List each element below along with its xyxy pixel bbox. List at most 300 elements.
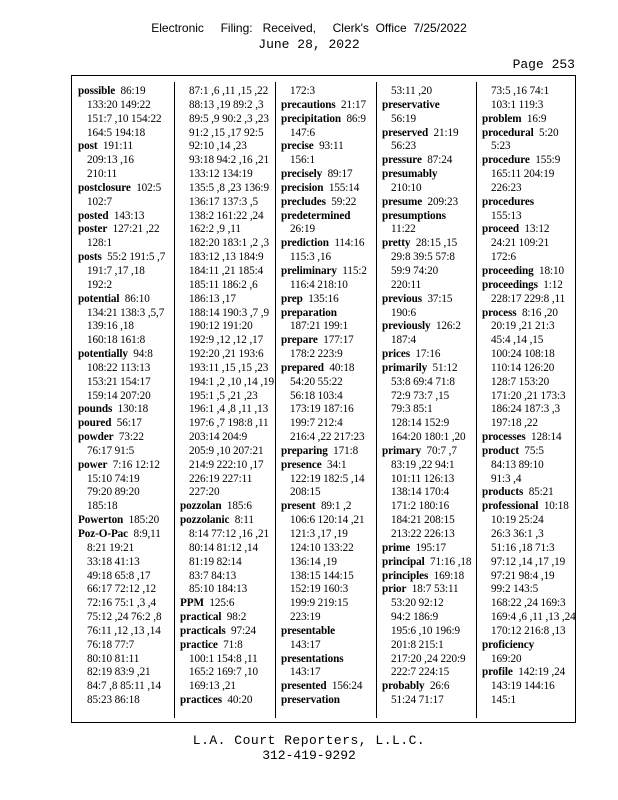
index-entry-continuation [78, 196, 165, 210]
index-entry-continuation [180, 486, 274, 500]
index-entry-continuation [482, 611, 576, 625]
index-refs: 21:19 [433, 126, 459, 139]
index-term: precautions [281, 98, 336, 111]
index-refs: 87:24 [427, 154, 453, 167]
index-refs: 171:20 ,21 173:3 [491, 389, 566, 402]
index-refs: 138:2 161:22 ,24 [189, 209, 264, 222]
index-entry [482, 486, 576, 500]
index-refs: 16:9 [526, 112, 547, 125]
index-refs: 195:17 [415, 541, 446, 554]
index-entry-continuation [180, 542, 274, 556]
index-refs: 92:10 ,14 ,23 [189, 140, 247, 153]
index-entry-continuation [281, 611, 367, 625]
index-refs: 86:10 [124, 292, 150, 305]
index-entry-continuation [78, 680, 165, 694]
index-entry-continuation [78, 583, 165, 597]
index-refs: 121:3 ,17 ,19 [290, 528, 348, 540]
index-entry [482, 307, 576, 321]
index-refs: 56:17 [116, 417, 142, 430]
index-refs: 84:7 ,8 85:11 ,14 [87, 680, 162, 693]
index-entry [78, 459, 165, 473]
index-refs: 97:21 98:4 ,19 [491, 569, 555, 582]
index-term: poured [78, 417, 112, 430]
index-term: preserved [382, 126, 429, 139]
index-entry-continuation [78, 113, 165, 127]
index-refs: 169:13 ,21 [189, 680, 236, 693]
index-entry-continuation [281, 154, 367, 168]
index-entry [78, 528, 165, 542]
index-term: prime [382, 541, 411, 554]
index-term: potential [78, 292, 120, 305]
index-entry-continuation [482, 390, 576, 404]
index-entry-continuation [382, 639, 471, 653]
index-refs: 186:24 187:3 ,3 [491, 403, 561, 416]
index-refs: 192:20 ,21 193:6 [189, 348, 264, 361]
index-term: posted [78, 209, 109, 222]
index-refs: 165:11 204:19 [491, 168, 555, 181]
index-entry-continuation [482, 528, 576, 542]
index-entry [78, 431, 165, 445]
index-entry [482, 431, 576, 445]
index-refs: 201:8 215:1 [391, 638, 444, 651]
index-refs: 178:2 223:9 [290, 348, 343, 361]
index-entry-continuation [482, 85, 576, 99]
index-refs: 127:21 ,22 [112, 223, 160, 236]
index-entry-continuation [482, 473, 576, 487]
index-refs: 190:12 191:20 [189, 320, 253, 333]
index-entry-continuation [180, 376, 274, 390]
index-entry [78, 403, 165, 417]
index-term: prices [382, 348, 410, 361]
index-entry-continuation [281, 127, 367, 141]
index-entry-continuation [180, 390, 274, 404]
index-term: proceed [482, 223, 519, 236]
index-entry-continuation [180, 251, 274, 265]
index-refs: 8:11 [234, 514, 254, 527]
index-refs: 199:7 212:4 [290, 417, 343, 430]
index-entry-continuation [482, 99, 576, 113]
index-entry [281, 265, 367, 279]
index-refs: 223:19 [290, 611, 321, 624]
index-refs: 10:18 [543, 500, 569, 513]
index-entry-continuation [78, 611, 165, 625]
index-refs: 80:14 81:12 ,14 [189, 541, 259, 554]
index-entry-continuation [180, 113, 274, 127]
index-refs: 71:16 ,18 [430, 555, 472, 568]
index-entry [281, 653, 367, 667]
index-entry [482, 196, 576, 210]
index-refs: 125:6 [209, 597, 235, 610]
index-refs: 8:21 19:21 [87, 541, 135, 554]
index-entry [482, 279, 576, 293]
index-frame [71, 75, 576, 723]
index-entry [382, 154, 471, 168]
index-entry [382, 362, 471, 376]
index-entry-continuation [382, 265, 471, 279]
index-refs: 134:21 138:3 ,5,7 [87, 306, 165, 319]
index-refs: 199:9 219:15 [290, 597, 349, 610]
index-entry-continuation [281, 666, 367, 680]
index-entry-continuation [482, 570, 576, 584]
index-refs: 169:4 ,6 ,11 ,13 ,24 [491, 611, 576, 624]
index-refs: 82:19 83:9 ,21 [87, 666, 151, 679]
index-entry-continuation [482, 583, 576, 597]
index-entry-continuation [180, 666, 274, 680]
index-entry-continuation [482, 320, 576, 334]
index-refs: 170:12 216:8 ,13 [491, 624, 566, 637]
index-refs: 97:24 [231, 624, 256, 637]
index-term: poster [78, 223, 108, 236]
index-refs: 185:20 [128, 514, 160, 527]
index-term: PPM [180, 597, 204, 610]
index-refs: 18:10 [539, 264, 565, 277]
index-refs: 54:20 55:22 [290, 375, 343, 388]
index-refs: 76:17 91:5 [87, 444, 135, 457]
index-entry-continuation [281, 528, 367, 542]
index-term: pounds [78, 403, 113, 416]
index-column-4 [382, 85, 471, 708]
index-entry-continuation [482, 140, 576, 154]
index-entry-continuation [78, 694, 165, 708]
index-entry-continuation [482, 417, 576, 431]
index-entry-continuation [382, 334, 471, 348]
index-term: precipitation [281, 112, 342, 125]
index-entry [382, 237, 471, 251]
index-entry-continuation [180, 362, 274, 376]
index-entry [382, 320, 471, 334]
index-entry [482, 127, 576, 141]
index-refs: 220:11 [391, 278, 422, 291]
filing-stamp: Electronic Filing: Received, Clerk's Office 7/25/2022 [151, 21, 467, 35]
index-refs: 227:20 [189, 486, 220, 499]
index-term: precludes [281, 195, 326, 208]
index-entry [382, 127, 471, 141]
column-divider [174, 82, 175, 718]
index-refs: 185:11 186:2 ,6 [189, 278, 258, 291]
index-term: preservative [382, 98, 440, 111]
index-entry [78, 85, 165, 99]
index-entry-continuation [382, 597, 471, 611]
index-refs: 122:19 182:5 ,14 [290, 472, 365, 485]
index-entry [281, 625, 367, 639]
index-entry-continuation [78, 473, 165, 487]
index-refs: 49:18 65:8 ,17 [87, 569, 151, 582]
index-refs: 110:14 126:20 [491, 361, 555, 374]
index-refs: 73:22 [118, 431, 144, 444]
index-entry-continuation [180, 528, 274, 542]
index-entry [281, 459, 367, 473]
index-refs: 195:6 ,10 196:9 [391, 624, 461, 637]
index-entry [382, 348, 471, 362]
index-entry [482, 113, 576, 127]
index-refs: 83:7 84:13 [189, 569, 237, 582]
index-refs: 130:18 [117, 403, 149, 416]
index-entry-continuation [281, 85, 367, 99]
index-entry-continuation [78, 542, 165, 556]
index-refs: 126:2 [435, 320, 461, 333]
index-term: prep [281, 292, 303, 305]
index-entry-continuation [78, 127, 165, 141]
index-refs: 173:19 187:16 [290, 403, 354, 416]
index-refs: 143:13 [113, 209, 145, 222]
index-term: presented [281, 680, 327, 693]
index-entry-continuation [482, 168, 576, 182]
index-refs: 24:21 109:21 [491, 237, 550, 250]
index-refs: 79:3 85:1 [391, 403, 433, 416]
index-refs: 8:9,11 [133, 528, 161, 540]
index-refs: 26:3 36:1 ,3 [491, 528, 544, 540]
index-entry-continuation [78, 666, 165, 680]
index-entry-continuation [281, 376, 367, 390]
index-refs: 75:5 [524, 444, 544, 457]
index-refs: 33:18 41:13 [87, 555, 140, 568]
index-refs: 155:14 [328, 181, 360, 194]
index-refs: 98:2 [226, 611, 247, 624]
index-refs: 133:20 149:22 [87, 98, 151, 111]
index-entry [281, 680, 367, 694]
index-entry [382, 583, 471, 597]
index-entry [482, 445, 576, 459]
index-entry [281, 168, 367, 182]
index-refs: 5:20 [539, 126, 559, 139]
index-refs: 97:12 ,14 ,17 ,19 [491, 555, 566, 568]
index-refs: 81:19 82:14 [189, 555, 242, 568]
index-term: practicals [180, 624, 226, 637]
index-term: prediction [281, 237, 329, 250]
index-refs: 186:13 ,17 [189, 292, 236, 305]
index-term: principles [382, 569, 429, 582]
index-entry-continuation [482, 210, 576, 224]
index-entry [78, 293, 165, 307]
index-refs: 101:11 126:13 [391, 472, 455, 485]
index-term: practices [180, 694, 222, 707]
index-refs: 21:17 [341, 98, 367, 111]
index-refs: 53:11 ,20 [391, 85, 432, 97]
index-entry [482, 500, 576, 514]
index-term: precision [281, 181, 324, 194]
index-entry-continuation [482, 237, 576, 251]
index-entry [281, 362, 367, 376]
index-entry [281, 210, 367, 224]
index-term: professional [482, 500, 539, 513]
index-entry [382, 196, 471, 210]
index-refs: 40:18 [329, 361, 355, 374]
index-entry [382, 293, 471, 307]
index-entry-continuation [180, 583, 274, 597]
index-entry [78, 251, 165, 265]
index-refs: 151:7 ,10 154:22 [87, 112, 162, 125]
index-entry-continuation [180, 99, 274, 113]
index-entry [482, 154, 576, 168]
index-entry-continuation [180, 320, 274, 334]
index-refs: 45:4 ,14 ,15 [491, 334, 544, 347]
footer-reporter: L.A. Court Reporters, L.L.C. [192, 733, 426, 748]
index-refs: 172:3 [290, 85, 315, 97]
index-refs: 86:19 [120, 85, 146, 97]
index-term: Poz-O-Pac [78, 528, 129, 540]
index-term: problem [482, 112, 522, 125]
index-entry-continuation [180, 348, 274, 362]
index-refs: 8:16 ,20 [521, 306, 558, 319]
index-refs: 124:10 133:22 [290, 541, 354, 554]
index-term: predetermined [281, 209, 351, 222]
index-refs: 145:1 [491, 694, 516, 707]
index-term: process [482, 306, 517, 319]
index-entry-continuation [382, 376, 471, 390]
index-refs: 210:10 [391, 181, 422, 194]
index-refs: 66:17 72:12 ,12 [87, 583, 157, 596]
index-entry-continuation [382, 417, 471, 431]
index-entry-continuation [281, 583, 367, 597]
index-refs: 8:14 77:12 ,16 ,21 [189, 528, 269, 540]
index-entry-continuation [180, 265, 274, 279]
index-entry-continuation [78, 334, 165, 348]
index-entry [382, 556, 471, 570]
index-refs: 128:14 [531, 431, 562, 444]
index-entry-continuation [180, 168, 274, 182]
index-entry-continuation [180, 223, 274, 237]
index-refs: 210:11 [87, 168, 118, 181]
index-refs: 135:5 ,8 ,23 136:9 [189, 181, 269, 194]
index-entry-continuation [382, 431, 471, 445]
index-term: possible [78, 85, 116, 97]
index-entry-continuation [382, 459, 471, 473]
index-refs: 222:7 224:15 [391, 666, 450, 679]
index-term: previous [382, 292, 423, 305]
index-entry-continuation [180, 210, 274, 224]
column-divider [476, 82, 477, 718]
index-entry-continuation [281, 556, 367, 570]
index-entry [180, 514, 274, 528]
index-refs: 29:8 39:5 57:8 [391, 251, 455, 264]
index-entry [382, 99, 471, 113]
index-refs: 143:19 144:16 [491, 680, 555, 693]
index-term: preparing [281, 444, 328, 457]
index-entry [281, 196, 367, 210]
index-entry-continuation [281, 542, 367, 556]
index-refs: 139:16 ,18 [87, 320, 134, 333]
index-term: pretty [382, 237, 411, 250]
index-refs: 209:23 [427, 195, 459, 208]
index-refs: 11:22 [391, 223, 416, 236]
index-entry [482, 666, 576, 680]
index-term: presume [382, 195, 423, 208]
index-entry-continuation [281, 417, 367, 431]
index-entry [482, 265, 576, 279]
index-entry [78, 417, 165, 431]
index-refs: 99:2 143:5 [491, 583, 539, 596]
index-column-5 [482, 85, 576, 708]
index-entry-continuation [281, 514, 367, 528]
index-entry [281, 293, 367, 307]
index-entry-continuation [482, 376, 576, 390]
index-entry [382, 168, 471, 182]
index-term: prior [382, 583, 407, 596]
index-entry-continuation [180, 237, 274, 251]
index-refs: 188:14 190:3 ,7 ,9 [189, 306, 269, 319]
index-column-2 [180, 85, 274, 708]
index-refs: 208:15 [290, 486, 321, 499]
index-refs: 142:19 ,24 [518, 666, 566, 679]
index-term: procedural [482, 126, 534, 139]
index-entry [180, 625, 274, 639]
footer-phone: 312-419-9292 [262, 748, 356, 763]
index-entry-continuation [382, 486, 471, 500]
index-entry [78, 223, 165, 237]
index-entry [180, 694, 274, 708]
index-refs: 184:11 ,21 185:4 [189, 264, 264, 277]
index-entry-continuation [78, 390, 165, 404]
index-entry-continuation [482, 403, 576, 417]
index-refs: 152:19 160:3 [290, 583, 349, 596]
index-entry-continuation [482, 459, 576, 473]
index-entry-continuation [180, 196, 274, 210]
index-refs: 17:16 [415, 348, 441, 361]
index-term: procedures [482, 195, 535, 208]
index-refs: 226:19 227:11 [189, 472, 253, 485]
index-entry [281, 140, 367, 154]
index-refs: 102:5 [136, 181, 162, 194]
index-entry-continuation [482, 625, 576, 639]
index-refs: 165:2 169:7 ,10 [189, 666, 259, 679]
index-term: pozzolan [180, 500, 222, 513]
index-term: preliminary [281, 264, 337, 277]
index-entry-continuation [78, 320, 165, 334]
index-entry-continuation [180, 182, 274, 196]
index-refs: 197:18 ,22 [491, 417, 538, 430]
index-term: practical [180, 611, 222, 624]
index-entry-continuation [180, 334, 274, 348]
index-entry-continuation [78, 625, 165, 639]
index-refs: 10:19 25:24 [491, 514, 544, 527]
index-entry-continuation [382, 182, 471, 196]
index-refs: 15:10 74:19 [87, 472, 140, 485]
index-refs: 159:14 207:20 [87, 389, 151, 402]
index-entry-continuation [180, 140, 274, 154]
index-entry [78, 182, 165, 196]
index-refs: 94:8 [133, 348, 153, 361]
index-entry-continuation [382, 223, 471, 237]
index-refs: 59:22 [331, 195, 357, 208]
index-entry [78, 210, 165, 224]
index-term: profile [482, 666, 513, 679]
index-refs: 56:18 103:4 [290, 389, 343, 402]
index-entry-continuation [180, 653, 274, 667]
index-refs: 160:18 161:8 [87, 334, 146, 347]
index-refs: 79:20 89:20 [87, 486, 140, 499]
index-refs: 85:10 184:13 [189, 583, 248, 596]
index-entry [281, 500, 367, 514]
index-term: postclosure [78, 181, 131, 194]
index-refs: 192:2 [87, 278, 112, 291]
index-entry-continuation [78, 168, 165, 182]
index-refs: 187:21 199:1 [290, 320, 349, 333]
index-refs: 226:23 [491, 181, 522, 194]
index-entry [382, 445, 471, 459]
index-refs: 169:18 [433, 569, 465, 582]
index-refs: 168:22 ,24 169:3 [491, 597, 566, 610]
index-entry-continuation [180, 154, 274, 168]
index-entry-continuation [382, 514, 471, 528]
index-refs: 171:8 [333, 444, 359, 457]
index-refs: 34:1 [327, 458, 347, 471]
index-entry-continuation [78, 597, 165, 611]
index-refs: 205:9 ,10 207:21 [189, 444, 264, 457]
index-entry-continuation [482, 597, 576, 611]
index-entry-continuation [482, 694, 576, 708]
index-entry-continuation [281, 279, 367, 293]
index-refs: 217:20 ,24 220:9 [391, 652, 466, 665]
